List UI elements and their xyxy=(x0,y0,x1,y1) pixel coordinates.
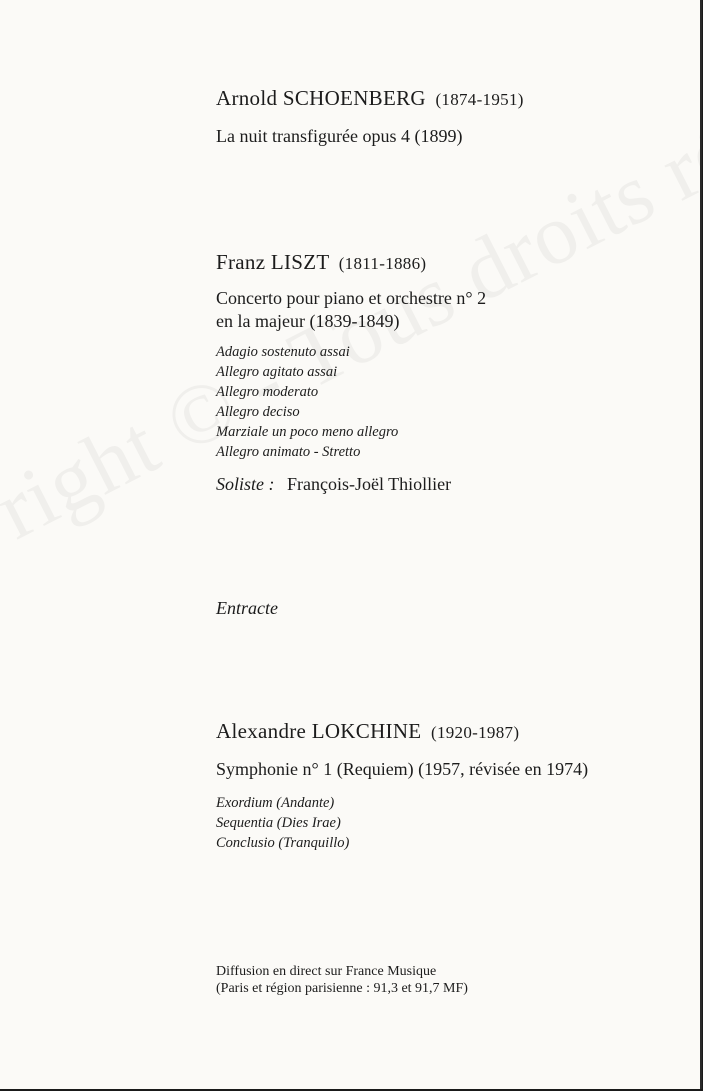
work-title xyxy=(216,758,588,781)
work-line: Symphonie n° 1 (Requiem) (1957, révisée en 1974) xyxy=(216,759,589,779)
movement-item: Conclusio (Tranquillo) xyxy=(216,835,350,851)
composer-heading xyxy=(216,86,524,111)
movement-item: Allegro moderato xyxy=(216,384,319,400)
broadcast-line: (Paris et région parisienne : 91,3 et 91,7 MF) xyxy=(216,981,468,996)
broadcast-note xyxy=(216,963,468,997)
work-line: en la majeur (1839-1849) xyxy=(216,311,400,331)
composer-heading xyxy=(216,719,588,744)
piece-liszt xyxy=(216,250,486,495)
work-line: Concerto pour piano et orchestre n° 2 xyxy=(216,288,487,308)
movement-item: Marziale un poco meno allegro xyxy=(216,424,399,440)
soloist-name: François-Joël Thiollier xyxy=(287,474,452,494)
movement-item: Sequentia (Dies Irae) xyxy=(216,815,341,831)
movement-item: Allegro agitato assai xyxy=(216,364,338,380)
movement-item: Allegro animato - Stretto xyxy=(216,444,361,460)
composer-heading xyxy=(216,250,486,275)
intermission-label: Entracte xyxy=(216,598,278,618)
movement-item: Adagio sostenuto assai xyxy=(216,344,350,360)
movement-item: Exordium (Andante) xyxy=(216,795,335,811)
composer-name: Franz LISZT xyxy=(216,250,330,274)
movement-list xyxy=(216,342,486,462)
work-line: La nuit transfigurée opus 4 (1899) xyxy=(216,126,463,146)
piece-schoenberg xyxy=(216,86,524,148)
broadcast-line: Diffusion en direct sur France Musique xyxy=(216,964,437,979)
soloist-line xyxy=(216,474,486,495)
movement-item: Allegro deciso xyxy=(216,404,300,420)
soloist-label: Soliste : xyxy=(216,474,275,494)
composer-dates: (1920-1987) xyxy=(431,723,520,742)
composer-dates: (1811-1886) xyxy=(338,254,427,273)
composer-dates: (1874-1951) xyxy=(435,90,524,109)
composer-name: Arnold SCHOENBERG xyxy=(216,86,426,110)
work-title xyxy=(216,125,524,148)
movement-list xyxy=(216,793,588,853)
work-title xyxy=(216,287,486,333)
composer-name: Alexandre LOKCHINE xyxy=(216,719,422,743)
piece-lokchine xyxy=(216,719,588,853)
